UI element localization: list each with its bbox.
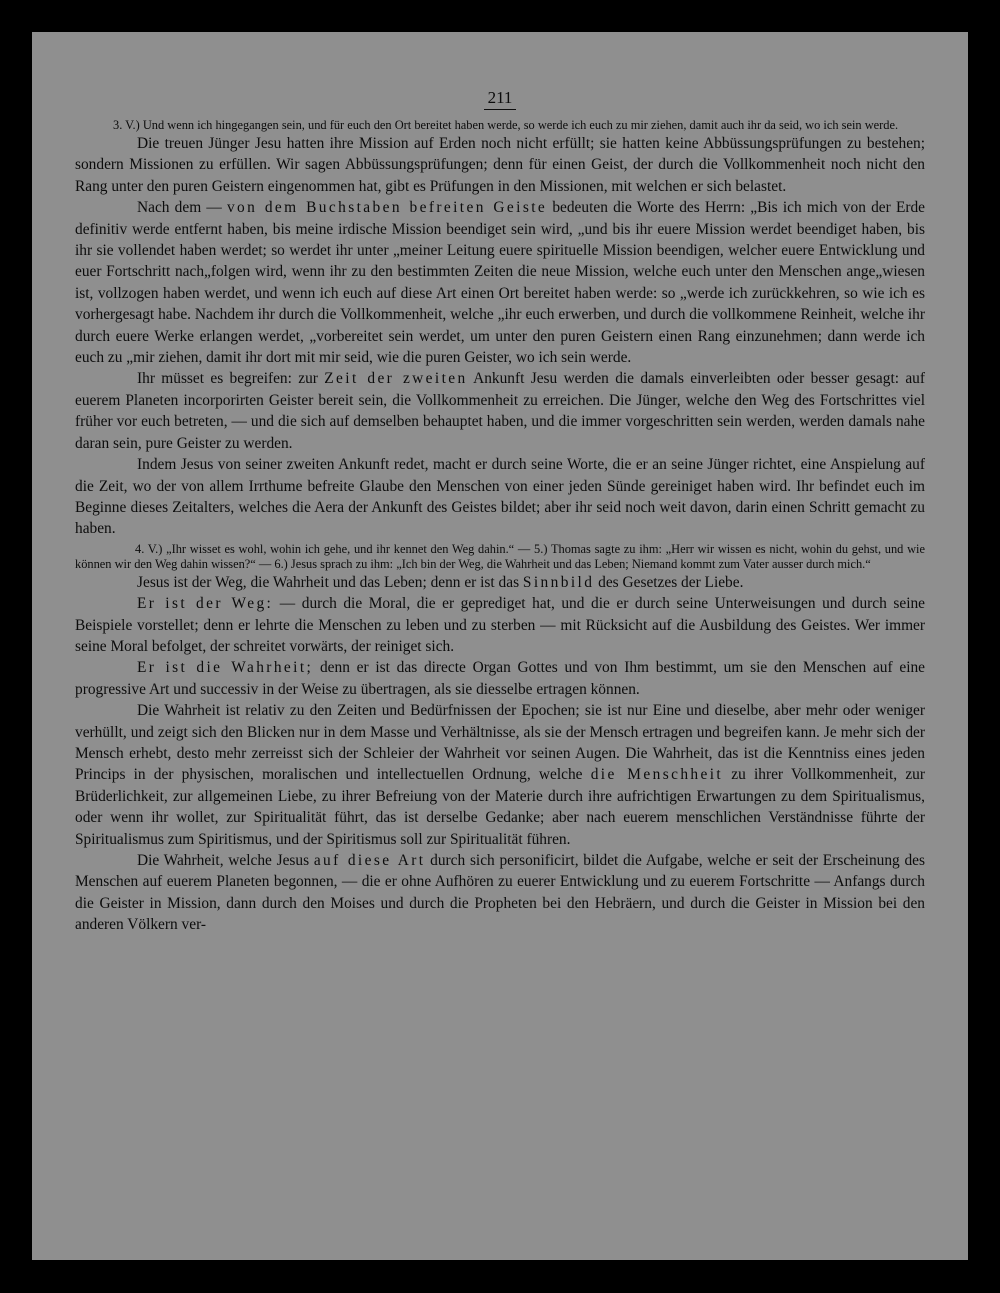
paragraph-5-text: des Gesetzes der Liebe. [594,573,744,591]
paragraph-5-spaced: Sinnbild [522,573,595,591]
paragraph-6-spaced: Er ist der Weg: [137,595,274,613]
paragraph-3-lead: Ihr müsset es begreifen: zur [137,370,325,388]
paragraph-6 [75,593,925,657]
paragraph-2-lead: Nach dem — [137,199,227,217]
paragraph-9-lead: Die Wahrheit, welche Jesus [137,852,314,869]
paragraph-6-text: — durch die Moral, die er geprediget hat, und die er durch seine Unterweisungen und durch seine Beispiele vorstellet; denn er lehrte die Menschen zu leben und zu sterben — mit Rücksicht auf die Ausbildung des Geistes. Wer immer seine Moral befolget, der schreitet vorwärts, der reiniget sich. [75,595,925,655]
paragraph-2 [75,197,925,368]
paragraph-3-text: Ankunft Jesu werden die damals einverleibten oder besser gesagt: auf euerem Planeten incorporirten Geister bereit sein, die Vollkommenheit zu erreichen. Die Jünger, welche den Weg des Fortschrittes viel früher vor euch betreten, — und die sich auf demselben behauptet haben, und die immer vorgeschritten sein werden, werden damals nahe daran sein, pure Geister zu werden. [75,370,925,452]
paragraph-8-spaced: die Menschheit [590,766,724,784]
paragraph-9 [75,850,925,936]
paragraph-7 [75,657,925,700]
book-page [32,32,968,1260]
page-header [75,88,925,110]
paragraph-2-text: bedeuten die Worte des Herrn: „Bis ich mich von der Erde definitiv werde entfernt haben, bis meine irdische Mission beendiget sein wird, „und bis ihr euere Mission werdet beendiget haben, bis ihr sie vollendet haben werdet; so werdet ihr unter „meiner Leitung euere spirituelle Mission beendigen, welcher euere Entwicklung und euer Fortschritt nach„folgen wird, wenn ihr zu den bestimmten Zeiten die neue Mission, welche euch unter den Menschen ange„wiesen ist, vollzogen haben werdet, und wenn ich euch auf diese Art einen Ort bereitet haben werde: so „werde ich zurückkehren, so wie ich es vorhergesagt habe. Nachdem ihr durch die Vollkommenheit, welche „ihr euch erwerben, und durch die vollkommene Reinheit, welche ihr durch euere Werke erlangen werdet, „vorbereitet sein werdet, um unter den puren Geistern einen Rang einzunehmen; dann werde ich euch zu „mir ziehen, damit ihr dort mit mir seid, wie die puren Geister, wo ich sein werde. [75,199,925,367]
footnote-verse-3: 3. V.) Und wenn ich hingegangen sein, und für euch den Ort bereitet haben werde, so werde ich euch zu mir ziehen, damit auch ihr da seid, wo ich sein werde. [113,118,899,132]
paragraph-2-spaced: von dem Buchstaben befreiten Geiste [226,199,548,217]
paragraph-9-text: durch sich personificirt, bildet die Aufgabe, welche er seit der Erscheinung des Menschen auf euerem Planeten begonnen, — die er ohne Aufhören zu euerer Entwicklung und zu euerem Fortschritte — Anfangs durch die Geister in Mission, dann durch den Moises und durch die Propheten bei den Hebräern, und durch die Geister in Mission bei den anderen Völkern ver- [75,852,925,934]
paragraph-4: Indem Jesus von seiner zweiten Ankunft redet, macht er durch seine Worte, die er an seine Jünger richtet, eine Anspielung auf die Zeit, wo der von allem Irrthume befreite Glaube den Menschen von einer jeden Sünde gereiniget haben wird. Ihr befindet euch im Beginne dieses Zeitalters, welches die Aera der Ankunft des Geistes bildet; aber ihr seid noch weit davon, darin einen Schritt gemacht zu haben. [75,456,925,538]
paragraph-8 [75,700,925,850]
paragraph-8-lead: Die Wahrheit ist relativ zu den Zeiten und Bedürfnissen der Epochen; sie ist nur Eine und dieselbe, aber mehr oder weniger verhüllt, und zeigt sich den Blicken nur in dem Masse und Verhältnisse, als sie der Mensch ertragen und begreifen kann. Je mehr sich der Mensch erhebt, desto mehr zerreisst sich der Schleier der Wahrheit vor seinen Augen. Die Wahrheit, das ist die Kenntniss eines jeden Princips in der physischen, moralischen und intellectuellen Ordnung, welche [75,702,925,784]
footnote-verses-4-6: 4. V.) „Ihr wisset es wohl, wohin ich gehe, und ihr kennet den Weg dahin.“ — 5.) Thomas sagte zu ihm: „Herr wir wissen es nicht, wohin du gehst, und wie können wir den Weg dahin wissen?“ — 6.) Jesus sprach zu ihm: „Ich bin der Weg, die Wahrheit und das Leben; Niemand kommt zum Vater ausser durch mich.“ [75,541,925,571]
paragraph-9-spaced: auf diese Art [313,852,426,869]
paragraph-5-lead: Jesus ist der Weg, die Wahrheit und das Leben; denn er ist das [137,573,523,591]
paragraph-7-spaced: Er ist die Wahrheit; [137,659,314,677]
page-number: 211 [484,88,517,110]
paragraph-7-text: denn er ist das directe Organ Gottes und von Ihm bestimmt, um sie den Menschen auf eine progressive Art und successiv in der Weise zu übertragen, als sie diesselbe ertragen können. [75,659,926,698]
paragraph-5 [75,572,925,593]
paragraph-3-spaced: Zeit der zweiten [324,370,468,388]
paragraph-3 [75,368,925,454]
paragraph-8-text: zu ihrer Vollkommenheit, zur Brüderlichkeit, zur allgemeinen Liebe, zu ihrer Befreiung von der Materie durch ihre aufrichtigen Erwartungen zu dem Spiritualismus, oder wenn ihr wollet, zur Spiritualität führt, das ist derselbe Gedanke; aber nach euerem menschlichen Verständnisse führte der Spiritualismus zum Spiritismus, und der Spiritismus soll zur Spiritualität führen. [75,766,925,848]
paragraph-1: Die treuen Jünger Jesu hatten ihre Mission auf Erden noch nicht erfüllt; sie hatten keine Abbüssungsprüfungen zu bestehen; sondern Missionen zu erfüllen. Wir sagen Abbüssungsprüfungen; denn für einen Geist, der durch die Vollkommenheit noch nicht den Rang unter den puren Geistern eingenommen hat, gibt es Prüfungen in den Missionen, mit welchen er sich belastet. [75,135,925,195]
